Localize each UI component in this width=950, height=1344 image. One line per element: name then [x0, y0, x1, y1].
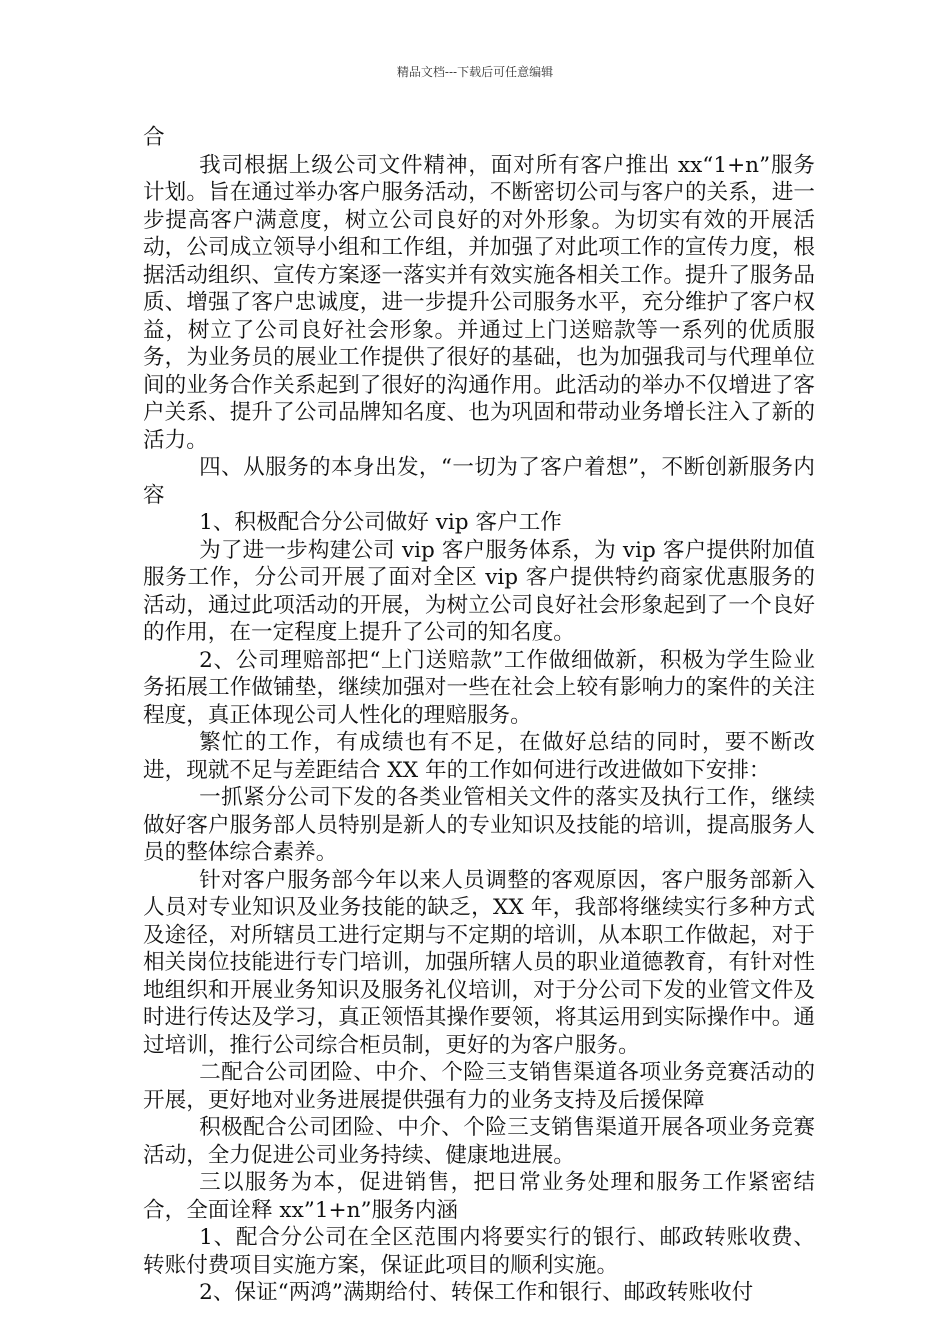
- document-body: [143, 124, 815, 1307]
- paragraph: 合: [143, 125, 165, 150]
- paragraph: 繁忙的工作，有成绩也有不足，在做好总结的同时，要不断改进，现就不足与差距结合 XX 年的工作如何进行改进做如下安排：: [143, 730, 815, 783]
- paragraph: 三以服务为本，促进销售，把日常业务处理和服务工作紧密结合，全面诠释 xx”1+n”服务内涵: [143, 1170, 815, 1223]
- subsection-heading: 1、积极配合分公司做好 vip 客户工作: [199, 510, 562, 535]
- paragraph: 我司根据上级公司文件精神，面对所有客户推出 xx“1+n”服务计划。旨在通过举办客户服务活动，不断密切公司与客户的关系，进一步提高客户满意度，树立公司良好的对外形象。为切实有效的开展活动，公司成立领导小组和工作组，并加强了对此项工作的宣传力度，根据活动组织、宣传方案逐一落实并有效实施各相关工作。提升了服务品质、增强了客户忠诚度，进一步提升公司服务水平，充分维护了客户权益，树立了公司良好社会形象。并通过上门送赔款等一系列的优质服务，为业务员的展业工作提供了很好的基础，也为加强我司与代理单位间的业务合作关系起到了很好的沟通作用。此活动的举办不仅增进了客户关系、提升了公司品牌知名度、也为巩固和带动业务增长注入了新的活力。: [143, 152, 815, 453]
- paragraph: 一抓紧分公司下发的各类业管相关文件的落实及执行工作，继续做好客户服务部人员特别是新人的专业知识及技能的培训，提高服务人员的整体综合素养。: [143, 785, 815, 865]
- paragraph: 2、公司理赔部把“上门送赔款”工作做细做新，积极为学生险业务拓展工作做铺垫，继续加强对一些在社会上较有影响力的案件的关注程度，真正体现公司人性化的理赔服务。: [143, 647, 815, 728]
- paragraph: 积极配合公司团险、中介、个险三支销售渠道开展各项业务竞赛活动，全力促进公司业务持续、健康地进展。: [143, 1115, 815, 1168]
- paragraph: 1、配合分公司在全区范围内将要实行的银行、邮政转账收费、转账付费项目实施方案，保证此项目的顺利实施。: [143, 1225, 815, 1278]
- paragraph: 针对客户服务部今年以来人员调整的客观原因，客户服务部新入人员对专业知识及业务技能的缺乏，XX 年，我部将继续实行多种方式及途径，对所辖员工进行定期与不定期的培训，从本职工作做起，对于相关岗位技能进行专门培训，加强所辖人员的职业道德教育，有针对性地组织和开展业务知识及服务礼仪培训，对于分公司下发的业管文件及时进行传达及学习，真正领悟其操作要领，将其运用到实际操作中。通过培训，推行公司综合柜员制，更好的为客户服务。: [143, 867, 815, 1058]
- paragraph: 二配合公司团险、中介、个险三支销售渠道各项业务竞赛活动的开展，更好地对业务进展提供强有力的业务支持及后援保障: [143, 1060, 815, 1113]
- page-header: 精品文档---下载后可任意编辑: [396, 65, 554, 79]
- paragraph: 2、保证“两鸿”满期给付、转保工作和银行、邮政转账收付: [199, 1280, 754, 1305]
- section-heading: 四、从服务的本身出发，“一切为了客户着想”，不断创新服务内容: [143, 455, 815, 508]
- paragraph: 为了进一步构建公司 vip 客户服务体系，为 vip 客户提供附加值服务工作，分公司开展了面对全区 vip 客户提供特约商家优惠服务的活动，通过此项活动的开展，为树立公司良好社会形象起到了一个良好的作用，在一定程度上提升了公司的知名度。: [143, 537, 815, 645]
